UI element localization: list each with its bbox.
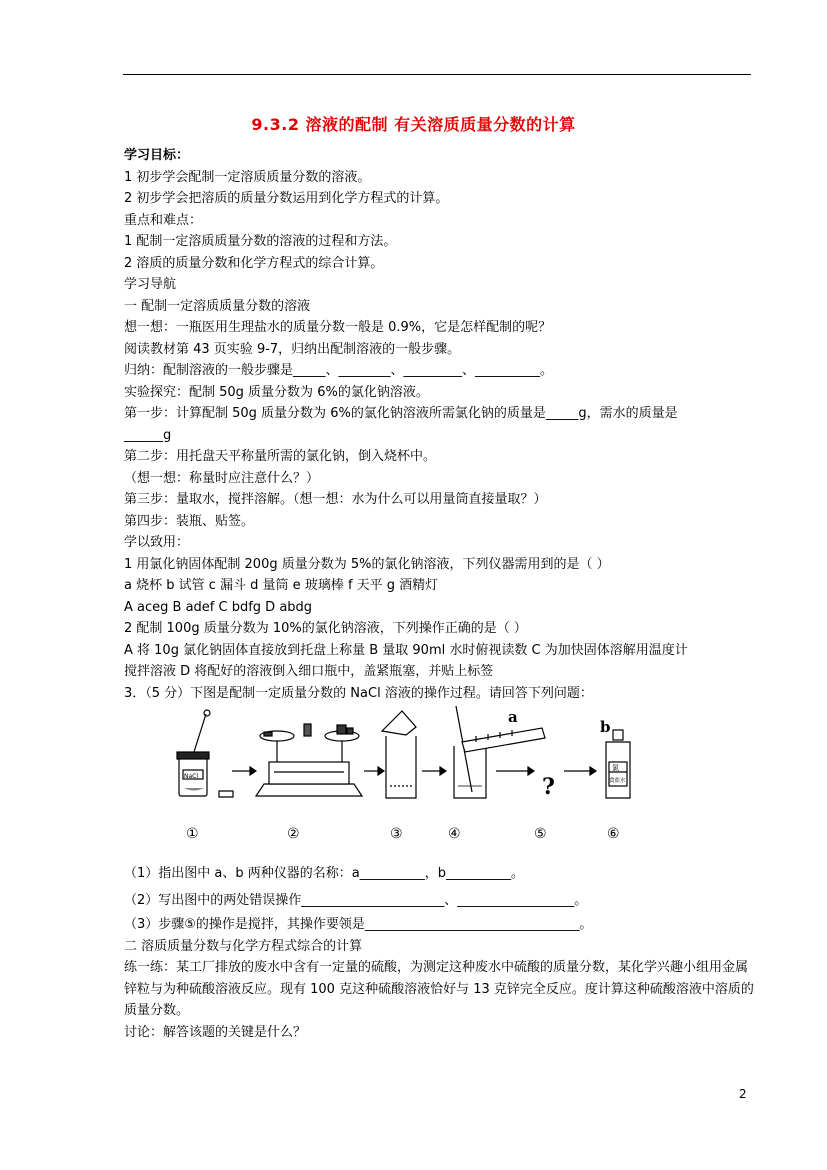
question-1-options: a 烧杯 b 试管 c 漏斗 d 量筒 e 玻璃棒 f 天平 g 酒精灯 [124, 578, 439, 593]
jar-label: NaCl [184, 773, 199, 780]
question-3: 3．（5 分）下图是配制一定质量分数的 NaCl 溶液的操作过程。请回答下列问题： [124, 685, 593, 701]
header-rule [123, 74, 751, 75]
experiment-diagram [124, 706, 754, 856]
pouring-illustration [454, 706, 545, 798]
bottle-label-bottom: 食盐水 [609, 778, 626, 784]
reagent-jar-illustration [177, 710, 233, 797]
section-heading: 二 溶质质量分数与化学方程式综合的计算 [124, 938, 363, 954]
beaker-illustration [382, 711, 416, 798]
text-line: 1 初步学会配制一定溶质质量分数的溶液。 [124, 169, 371, 185]
question-1: 1 用氯化钠固体配制 200g 质量分数为 5%的氯化钠溶液，下列仪器需用到的是（ ） [124, 556, 610, 572]
text-line: 实验探究：配制 50g 质量分数为 6%的氯化钠溶液。 [124, 384, 429, 400]
text-line: ______g [124, 427, 172, 443]
text-line: 学习导航 [124, 277, 177, 292]
text-line: 第三步：量取水，搅拌溶解。（想一想：水为什么可以用量筒直接量取？） [124, 492, 547, 507]
text-line: 阅读教材第 43 页实验 9-7，归纳出配制溶液的一般步骤。 [124, 341, 461, 357]
text-line: 学习目标： [124, 148, 190, 163]
step-label-2: ② [287, 826, 300, 842]
step-label-3: ③ [390, 826, 403, 842]
bottle-label-top: 氯 [612, 764, 619, 772]
question-2-options-cont: 搅拌溶液 D 将配好的溶液倒入细口瓶中，盖紧瓶塞，并贴上标签 [124, 664, 494, 679]
step-label-1: ① [186, 826, 199, 842]
question-3-part-3: （3）步骤⑤的操作是搅拌，其操作要领是_________________________________。 [124, 917, 593, 932]
question-2-options: A 将 10g 氯化钠固体直接放到托盘上称量 B 量取 90ml 水时俯视读数 C 为加快固体溶解用温度计 [124, 642, 688, 658]
text-line: 归纳：配制溶液的一般步骤是_____、________、_________、__________。 [124, 363, 554, 378]
page-number: 2 [739, 1087, 747, 1101]
unknown-step-mark: ? [542, 774, 555, 800]
step-label-4: ④ [448, 826, 461, 842]
document-title: 9.3.2 溶液的配制 有关溶质质量分数的计算 [251, 115, 576, 134]
balance-illustration [256, 724, 362, 796]
step-label-5: ⑤ [534, 826, 547, 842]
label-a: a [508, 708, 518, 726]
question-3-part-1: （1）指出图中 a、b 两种仪器的名称：a__________，b__________。 [124, 866, 524, 881]
text-line: 重点和难点： [124, 212, 203, 228]
practice-paragraph: 练一练：某工厂排放的废水中含有一定量的硫酸，为测定这种废水中硫酸的质量分数，某化学兴趣小组用金属锌粒与为种硫酸溶液反应。现有 100 克这种硫酸溶液恰好与 13 克锌完全反应。度计算这种硫酸溶液中溶质的质量分数。 [124, 960, 754, 1018]
text-line: 2 初步学会把溶质的质量分数运用到化学方程式的计算。 [124, 191, 449, 206]
text-line: 第二步：用托盘天平称量所需的氯化钠，倒入烧杯中。 [124, 449, 437, 464]
label-b: b [600, 718, 611, 736]
discussion-line: 讨论：解答该题的关键是什么？ [124, 1024, 307, 1040]
text-line: 第四步：装瓶、贴签。 [124, 513, 255, 529]
text-line: 想一想：一瓶医用生理盐水的质量分数一般是 0.9%，它是怎样配制的呢？ [124, 320, 552, 335]
question-2: 2 配制 100g 质量分数为 10%的氯化钠溶液，下列操作正确的是（ ） [124, 621, 527, 636]
experiment-figure [124, 706, 754, 856]
step-label-6: ⑥ [607, 826, 620, 842]
document-body [124, 145, 754, 1043]
text-line: 1 配制一定溶质质量分数的溶液的过程和方法。 [124, 234, 397, 249]
text-line: 学以致用： [124, 535, 190, 550]
text-line: 第一步：计算配制 50g 质量分数为 6%的氯化钠溶液所需氯化钠的质量是_____g，需水的质量是 [124, 406, 678, 421]
question-1-choices: A aceg B adef C bdfg D abdg [124, 599, 313, 615]
question-3-part-2: （2）写出图中的两处错误操作______________________、__________________。 [124, 893, 588, 908]
text-line: （想一想：称量时应注意什么？） [124, 470, 320, 486]
text-line: 2 溶质的质量分数和化学方程式的综合计算。 [124, 255, 384, 271]
section-heading: 一 配制一定溶质质量分数的溶液 [124, 298, 311, 314]
